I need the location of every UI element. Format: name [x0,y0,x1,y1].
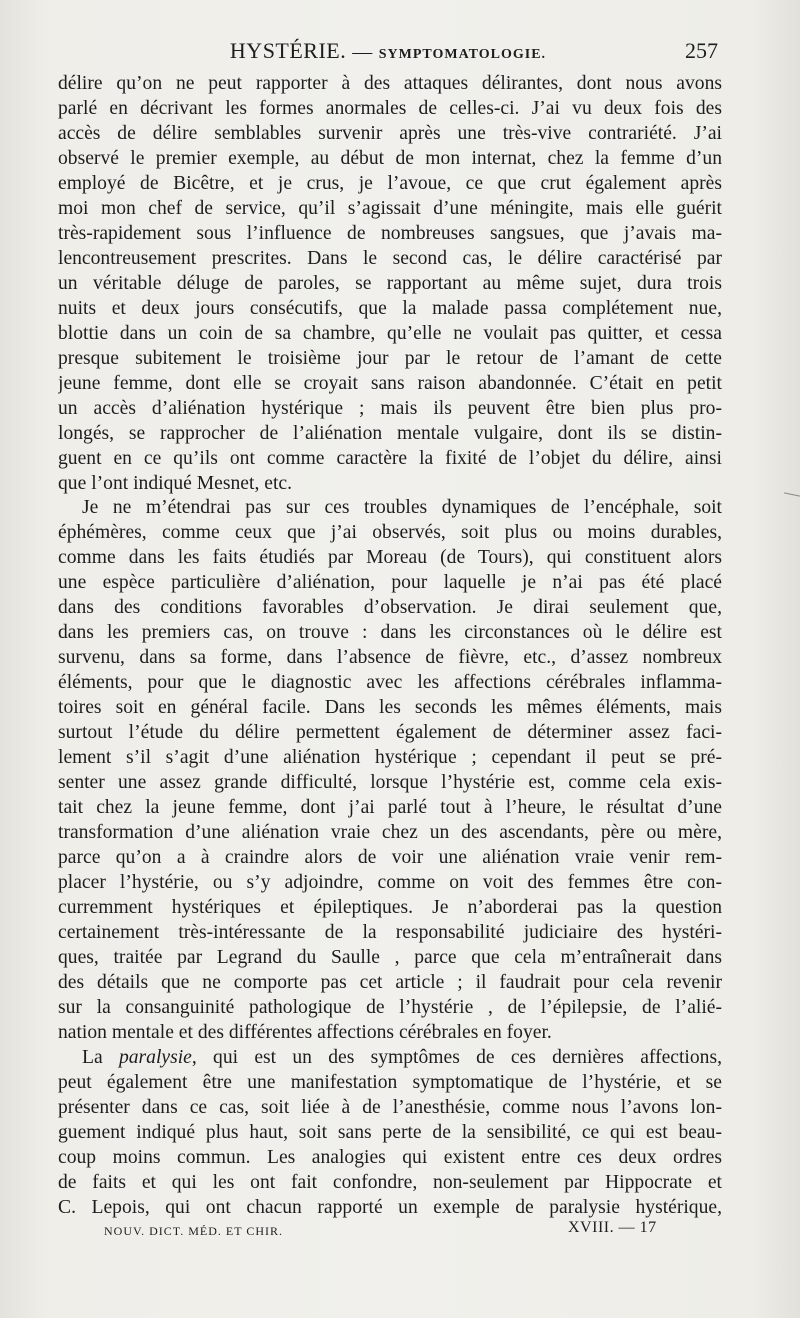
body-text [58,72,722,1221]
text-line: un véritable déluge de paroles, se rapportant au même sujet, dura trois [58,272,722,294]
text-line: transformation d’une aliénation vraie chez un des ascendants, père ou mère, [58,822,722,844]
running-title [58,36,718,70]
text-line: dans des conditions favorables d’observation. Je dirai seulement que, [58,597,722,619]
text-line: guement indiqué plus haut, soit sans perte de la sensibilité, ce qui est beau- [58,1121,722,1143]
page-number: 257 [685,38,718,63]
text-line: toires soit en général facile. Dans les seconds les mêmes éléments, mais [58,697,722,719]
text-line: curremment hystériques et épileptiques. Je n’aborderai pas la question [58,896,722,918]
text-line: très-rapidement sous l’influence de nombreuses sangsues, que j’avais ma- [58,222,722,244]
running-head [58,36,718,66]
text-line: lencontreusement prescrites. Dans le second cas, le délire caractérisé par [58,247,722,269]
text-line: employé de Bicêtre, et je crus, je l’avoue, ce que crut également après [58,172,722,194]
footer-publication: NOUV. DICT. MÉD. ET CHIR. [104,1224,284,1238]
text-line: Je ne m’étendrai pas sur ces troubles dynamiques de l’encéphale, soit [82,497,722,519]
margin-mark [784,492,800,496]
text-line: ques, traitée par Legrand du Saulle , parce que cela m’entraînerait dans [58,946,722,968]
text-line: lement s’il s’agit d’une aliénation hystérique ; cependant il peut se pré- [58,747,722,769]
text-line: placer l’hystérie, ou s’y adjoindre, comme on voit des femmes être con- [58,872,722,893]
running-title-main: HYSTÉRIE. [229,38,347,63]
text-line: une espèce particulière d’aliénation, pour laquelle je n’ai pas été placé [58,572,722,594]
text-line: blottie dans un coin de sa chambre, qu’elle ne voulait pas quitter, et cessa [58,322,722,344]
text-line: guent en ce qu’ils ont comme caractère la fixité de l’objet du délire, ainsi [58,447,722,469]
text-line: un accès d’aliénation hystérique ; mais ils peuvent être bien plus pro- [58,397,722,419]
text-line: des détails que ne comporte pas cet article ; il faudrait pour cela revenir [58,971,722,993]
text-line: présenter dans ce cas, soit liée à de l’anesthésie, comme nous l’avons lon- [58,1096,722,1118]
text-line: sur la consanguinité pathologique de l’hystérie , de l’épilepsie, de l’alié- [58,996,722,1018]
text-line: jeune femme, dont elle se croyait sans raison abandonnée. C’était en petit [58,372,722,394]
text-line: certainement très-intéressante de la responsabilité judiciaire des hystéri- [58,921,722,943]
text-line: C. Lepois, qui ont chacun rapporté un exemple de paralysie hystérique, [58,1196,722,1218]
text-line: comme dans les faits étudiés par Moreau (de Tours), qui constituent alors [58,547,722,569]
running-title-dash: — [352,41,373,63]
text-line: éphémères, comme ceux que j’ai observés, soit plus ou moins durables, [58,522,722,544]
italic-term: paralysie [118,1046,192,1068]
text-line: tait chez la jeune femme, dont j’ai parlé tout à l’heure, le résultat d’une [58,797,722,819]
text-line: La paralysie, qui est un des symptômes de ces dernières affections, [82,1046,722,1068]
text-line: de faits et qui les ont fait confondre, non-seulement par Hippocrate et [58,1171,722,1193]
text-line: longés, se rapprocher de l’aliénation mentale vulgaire, dont ils se distin- [58,422,722,444]
text-line: coup moins commun. Les analogies qui existent entre ces deux ordres [58,1146,722,1168]
text-line: survenu, dans sa forme, dans l’absence de fièvre, etc., d’assez nombreux [58,647,722,669]
text-line: senter une assez grande difficulté, lorsque l’hystérie est, comme cela exis- [58,772,722,794]
text-line: parce qu’on a à craindre alors de voir une aliénation vraie venir rem- [58,847,722,869]
text-line: nuits et deux jours consécutifs, que la malade passa complétement nue, [58,297,722,319]
footer-volume-signature: XVIII. — 17 [568,1219,657,1236]
text-line: accès de délire semblables survenir après une très-vive contrariété. J’ai [58,122,722,144]
text-line: que l’ont indiqué Mesnet, etc. [58,472,292,494]
text-line: parlé en décrivant les formes anormales de celles-ci. J’ai vu deux fois des [58,97,722,119]
text-line: nation mentale et des différentes affections cérébrales en foyer. [58,1021,552,1043]
text-line: moi mon chef de service, qu’il s’agissait d’une méningite, mais elle guérit [58,197,722,219]
text-line: dans les premiers cas, on trouve : dans les circonstances où le délire est [58,622,722,644]
running-title-sub: SYMPTOMATOLOGIE. [378,47,547,62]
text-line: observé le premier exemple, au début de mon internat, chez la femme d’un [58,147,722,169]
text-line: délire qu’on ne peut rapporter à des attaques délirantes, dont nous avons [58,73,722,94]
text-line: presque subitement le troisième jour par le retour de l’amant de cette [58,347,722,369]
text-line: surtout l’étude du délire permettent également de déterminer assez faci- [58,722,722,744]
text-line: peut également être une manifestation symptomatique de l’hystérie, et se [58,1071,722,1093]
text-line: éléments, pour que le diagnostic avec les affections cérébrales inflamma- [58,672,722,694]
